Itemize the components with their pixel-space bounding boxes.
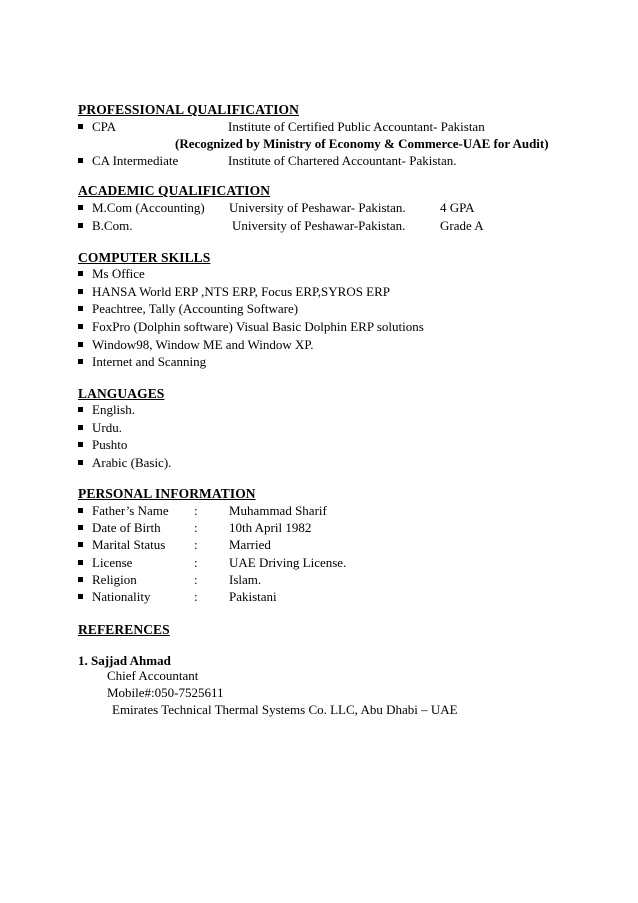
info-label: Date of Birth: [92, 520, 161, 535]
skill: Internet and Scanning: [92, 354, 207, 369]
bullet-icon: [78, 525, 83, 530]
degree: M.Com (Accounting): [92, 200, 205, 215]
university: University of Peshawar- Pakistan.: [229, 200, 406, 215]
bullet-icon: [78, 407, 83, 412]
info-label: Religion: [92, 572, 137, 587]
bullet-icon: [78, 324, 83, 329]
language: Pushto: [92, 437, 128, 452]
info-label: Nationality: [92, 589, 151, 604]
grade: Grade A: [440, 218, 484, 233]
reference-mobile-text: Mobile#:050-7525611: [107, 685, 224, 700]
info-separator: :: [194, 520, 198, 535]
bullet-icon: [78, 508, 83, 513]
info-separator: :: [194, 589, 198, 604]
info-value: Married: [229, 537, 271, 552]
skill: Ms Office: [92, 266, 145, 281]
language: Urdu.: [92, 420, 122, 435]
info-separator: :: [194, 537, 198, 552]
bullet-icon: [78, 594, 83, 599]
references-heading: REFERENCES: [78, 622, 170, 637]
recognition-note: (Recognized by Ministry of Economy & Commerce-UAE for Audit): [175, 136, 549, 151]
language: Arabic (Basic).: [92, 455, 172, 470]
computer-skills-heading: COMPUTER SKILLS: [78, 250, 211, 265]
info-separator: :: [194, 572, 198, 587]
info-value: UAE Driving License.: [229, 555, 347, 570]
professional-heading: PROFESSIONAL QUALIFICATION: [78, 102, 300, 117]
info-label: Marital Status: [92, 537, 166, 552]
info-separator: :: [194, 555, 198, 570]
language: English.: [92, 402, 135, 417]
bullet-icon: [78, 306, 83, 311]
bullet-icon: [78, 577, 83, 582]
bullet-icon: [78, 289, 83, 294]
qualification-institute: Institute of Chartered Accountant- Pakistan.: [228, 153, 457, 168]
personal-info-heading: PERSONAL INFORMATION: [78, 486, 256, 501]
bullet-icon: [78, 359, 83, 364]
grade: 4 GPA: [440, 200, 475, 215]
info-label: Father’s Name: [92, 503, 169, 518]
info-value: Pakistani: [229, 589, 277, 604]
skill: HANSA World ERP ,NTS ERP, Focus ERP,SYROS ERP: [92, 284, 391, 299]
bullet-icon: [78, 342, 83, 347]
university: University of Peshawar-Pakistan.: [232, 218, 406, 233]
reference-company-text: Emirates Technical Thermal Systems Co. LLC, Abu Dhabi – UAE: [112, 702, 458, 717]
bullet-icon: [78, 542, 83, 547]
languages-heading: LANGUAGES: [78, 386, 165, 401]
bullet-icon: [78, 560, 83, 565]
bullet-icon: [78, 223, 83, 228]
bullet-icon: [78, 271, 83, 276]
skill: Peachtree, Tally (Accounting Software): [92, 301, 299, 316]
info-value: 10th April 1982: [229, 520, 312, 535]
info-value: Islam.: [229, 572, 262, 587]
degree: B.Com.: [92, 218, 133, 233]
bullet-icon: [78, 442, 83, 447]
skill: Window98, Window ME and Window XP.: [92, 337, 314, 352]
reference-name-text: 1. Sajjad Ahmad: [78, 653, 171, 668]
reference-position-text: Chief Accountant: [107, 668, 199, 683]
qualification-institute: Institute of Certified Public Accountant- Pakistan: [228, 119, 485, 134]
info-separator: :: [194, 503, 198, 518]
bullet-icon: [78, 205, 83, 210]
qualification-title: CA Intermediate: [92, 153, 179, 168]
qualification-title: CPA: [92, 119, 117, 134]
skill: FoxPro (Dolphin software) Visual Basic Dolphin ERP solutions: [92, 319, 424, 334]
info-label: License: [92, 555, 133, 570]
bullet-icon: [78, 460, 83, 465]
info-value: Muhammad Sharif: [229, 503, 327, 518]
bullet-icon: [78, 124, 83, 129]
bullet-icon: [78, 425, 83, 430]
academic-heading: ACADEMIC QUALIFICATION: [78, 183, 271, 198]
bullet-icon: [78, 158, 83, 163]
